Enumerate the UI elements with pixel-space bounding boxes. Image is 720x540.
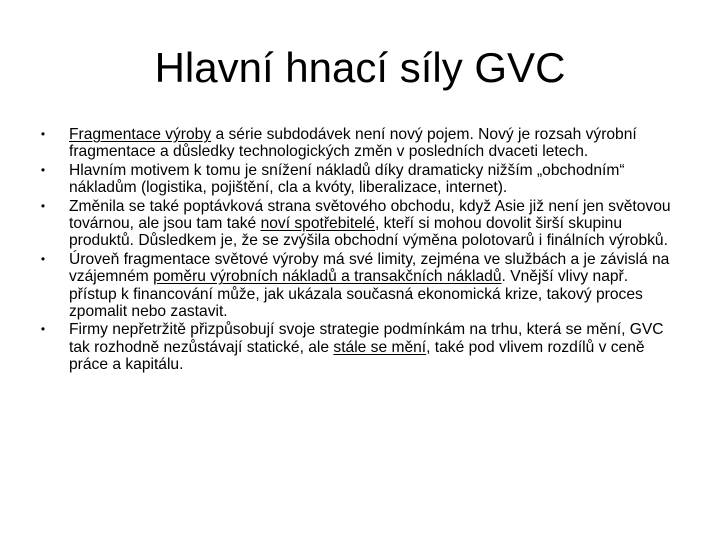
bullet-text-emphasis: noví spotřebitelé bbox=[260, 215, 376, 233]
bullet-text-emphasis: Fragmentace výroby bbox=[69, 126, 212, 143]
bullet-item bbox=[36, 162, 676, 197]
bullet-text: , kteří si mohou dovolit širší skupinu produktů. Důsledkem je, že se zvýšila obchodní výměna polotovarů i finálních výrobků. bbox=[69, 215, 668, 250]
bullet-marker: • bbox=[40, 127, 46, 141]
bullet-text: Hlavním motivem k tomu je snížení nákladů díky dramaticky nižším „obchodním“ nákladům (logistika, pojištění, cla a kvóty, liberalizace, internet). bbox=[69, 161, 625, 197]
bullet-text: Úroveň fragmentace světové výroby má své limity, zejména ve službách a je závislá na vzájemném bbox=[69, 250, 670, 286]
bullet-text: . Vnější vlivy např. přístup k financování může, jak ukázala současná ekonomická krize, takový proces zpomalit nebo zastavit. bbox=[69, 268, 643, 321]
slide-title: Hlavní hnací síly GVC bbox=[154, 44, 566, 91]
bullet-text: a série subdodávek není nový pojem. Nový je rozsah výrobní fragmentace a důsledky technologických změn v posledních dvaceti letech. bbox=[69, 126, 637, 161]
bullet-item bbox=[36, 198, 676, 250]
bullet-text: Firmy nepřetržitě přizpůsobují svoje strategie podmínkám na trhu, která se mění, GVC tak rozhodně nezůstávají statické, ale bbox=[69, 321, 664, 356]
bullet-item bbox=[36, 126, 676, 161]
bullet-marker: • bbox=[40, 162, 46, 177]
bullet-text-emphasis: stále se mění bbox=[333, 338, 427, 356]
bullet-list bbox=[36, 126, 676, 375]
bullet-item bbox=[36, 321, 676, 373]
bullet-item bbox=[36, 251, 676, 321]
bullet-text: , také pod vlivem rozdílů v ceně práce a kapitálu. bbox=[69, 338, 645, 374]
bullet-marker: • bbox=[40, 322, 46, 337]
bullet-text: Změnila se také poptávková strana světového obchodu, když Asie již není jen světovou továrnou, ale jsou tam také bbox=[69, 197, 671, 233]
bullet-marker: • bbox=[40, 198, 46, 213]
bullet-marker: • bbox=[40, 251, 46, 266]
bullet-text-emphasis: poměru výrobních nákladů a transakčních nákladů bbox=[153, 268, 502, 286]
